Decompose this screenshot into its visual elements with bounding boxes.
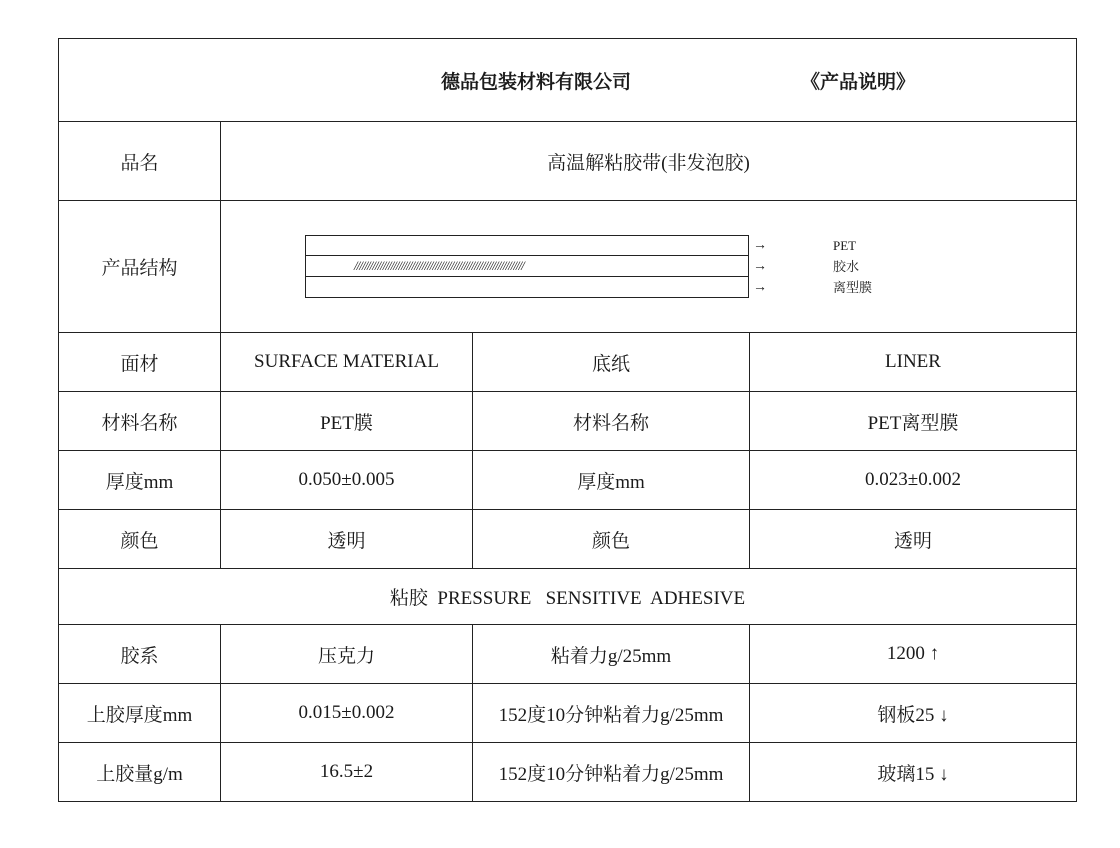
layer-labels xyxy=(833,235,872,298)
liner-label: 底纸 xyxy=(473,333,750,392)
table-cell: 颜色 xyxy=(473,510,750,569)
table-cell: 0.023±0.002 xyxy=(750,451,1077,510)
table-cell: 粘着力g/25mm xyxy=(473,625,750,684)
adhesive-title: 粘胶 PRESSURE SENSITIVE ADHESIVE xyxy=(59,569,1077,625)
structure-label: 产品结构 xyxy=(59,201,221,333)
materials-header-row xyxy=(59,333,1077,392)
table-cell: 材料名称 xyxy=(473,392,750,451)
table-cell: PET膜 xyxy=(221,392,473,451)
table-cell: 0.015±0.002 xyxy=(221,684,473,743)
header-row xyxy=(59,39,1077,122)
table-cell: 16.5±2 xyxy=(221,743,473,802)
table-cell: 152度10分钟粘着力g/25mm xyxy=(473,684,750,743)
table-cell: 颜色 xyxy=(59,510,221,569)
table-cell: 上胶量g/m xyxy=(59,743,221,802)
table-cell: 0.050±0.005 xyxy=(221,451,473,510)
product-name-label: 品名 xyxy=(59,122,221,201)
layer-release-film xyxy=(305,277,749,298)
glue-hatch-pattern: ///////////////////////////////////////////////////////////////// xyxy=(354,258,524,273)
table-cell: 厚度mm xyxy=(473,451,750,510)
product-name-value: 高温解粘胶带(非发泡胶) xyxy=(221,122,1077,201)
arrow-right-icon: → xyxy=(753,259,767,274)
coating-weight-row xyxy=(59,743,1077,802)
layer-stack xyxy=(305,235,749,298)
coating-thickness-row xyxy=(59,684,1077,743)
table-cell: 玻璃15 ↓ xyxy=(750,743,1077,802)
table-cell: 上胶厚度mm xyxy=(59,684,221,743)
color-row xyxy=(59,510,1077,569)
layer-arrows xyxy=(753,235,783,298)
table-cell: 透明 xyxy=(750,510,1077,569)
table-cell: 胶系 xyxy=(59,625,221,684)
product-spec-table xyxy=(58,38,1077,802)
layer-label-glue: 胶水 xyxy=(833,259,860,274)
structure-row xyxy=(59,201,1077,333)
document-title: 《产品说明》 xyxy=(801,71,916,93)
glue-type-row xyxy=(59,625,1077,684)
product-name-row xyxy=(59,122,1077,201)
surface-label: 面材 xyxy=(59,333,221,392)
layer-glue xyxy=(305,256,749,277)
surface-material-label: SURFACE MATERIAL xyxy=(221,333,473,392)
material-name-row xyxy=(59,392,1077,451)
header-cell xyxy=(59,39,1077,122)
arrow-right-icon: → xyxy=(753,238,767,253)
liner-label-en: LINER xyxy=(750,333,1077,392)
structure-diagram xyxy=(221,201,1077,333)
company-name: 德品包装材料有限公司 xyxy=(441,71,632,93)
arrow-right-icon: → xyxy=(753,280,767,295)
table-cell: 1200 ↑ xyxy=(750,625,1077,684)
table-cell: PET离型膜 xyxy=(750,392,1077,451)
layer-label-release-film: 离型膜 xyxy=(833,280,873,295)
table-cell: 材料名称 xyxy=(59,392,221,451)
table-cell: 压克力 xyxy=(221,625,473,684)
table-cell: 厚度mm xyxy=(59,451,221,510)
table-cell: 钢板25 ↓ xyxy=(750,684,1077,743)
adhesive-title-row xyxy=(59,569,1077,625)
thickness-row xyxy=(59,451,1077,510)
table-cell: 152度10分钟粘着力g/25mm xyxy=(473,743,750,802)
layer-pet xyxy=(305,235,749,256)
layer-label-pet: PET xyxy=(833,238,857,253)
table-cell: 透明 xyxy=(221,510,473,569)
